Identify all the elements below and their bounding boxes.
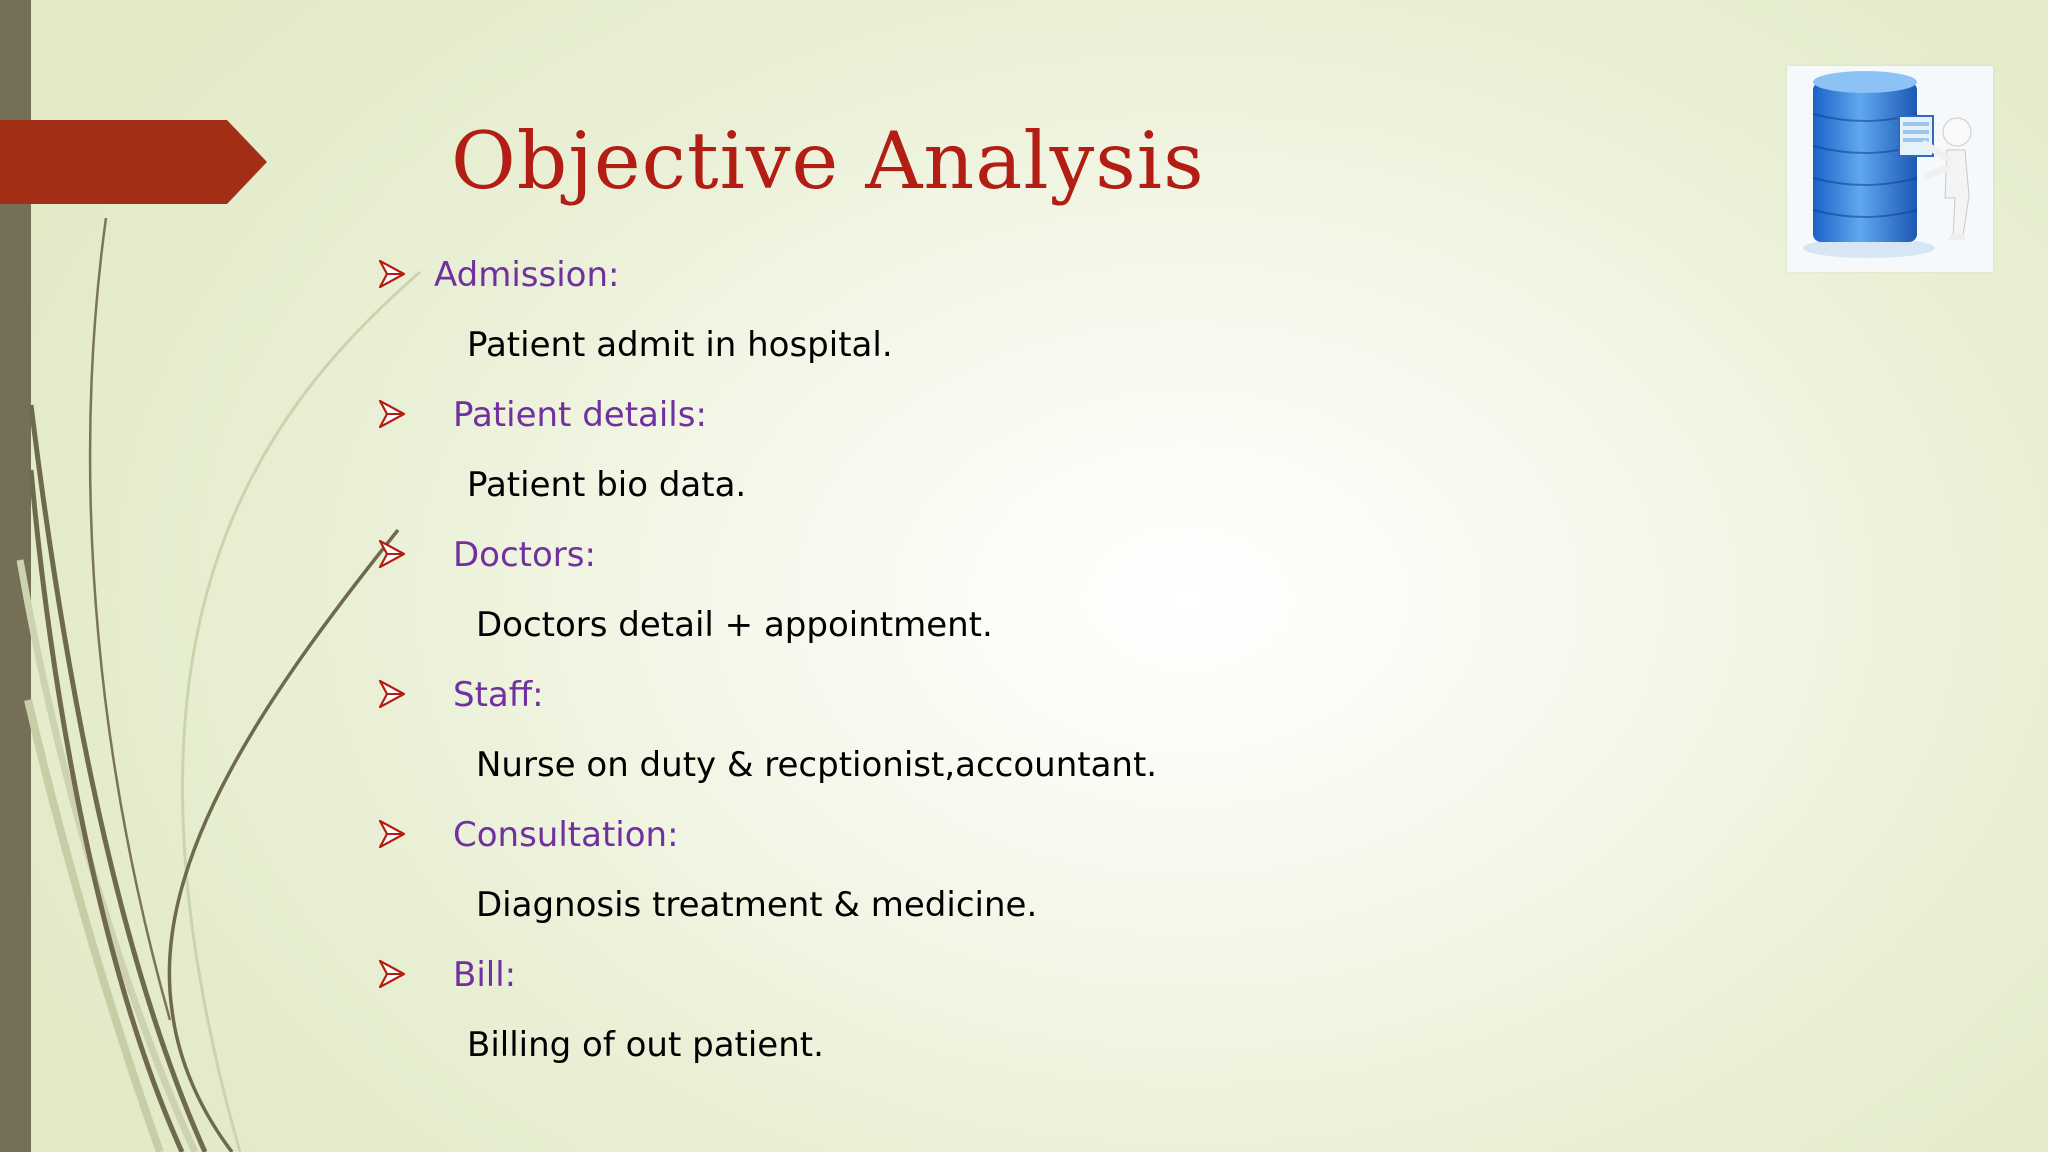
arrow-bullet-icon xyxy=(378,819,406,849)
arrow-bullet-icon xyxy=(378,399,406,429)
item-label-bill: Bill: xyxy=(453,955,517,995)
arrow-bullet-icon xyxy=(378,259,406,289)
item-description: Doctors detail + appointment. xyxy=(476,605,993,645)
item-label-staff: Staff: xyxy=(453,675,544,715)
item-description: Patient admit in hospital. xyxy=(467,325,893,365)
item-label-consultation: Consultation: xyxy=(453,815,679,855)
item-description: Billing of out patient. xyxy=(467,1025,824,1065)
slide-title: Objective Analysis xyxy=(451,115,1205,207)
item-description: Diagnosis treatment & medicine. xyxy=(476,885,1038,925)
item-description: Nurse on duty & recptionist,accountant. xyxy=(476,745,1158,785)
item-label-admission: Admission: xyxy=(434,255,620,295)
item-description: Patient bio data. xyxy=(467,465,747,505)
arrow-bullet-icon xyxy=(378,959,406,989)
item-label-doctors: Doctors: xyxy=(453,535,596,575)
arrow-bullet-icon xyxy=(378,679,406,709)
arrow-bullet-icon xyxy=(378,539,406,569)
item-label-patient-details: Patient details: xyxy=(453,395,707,435)
